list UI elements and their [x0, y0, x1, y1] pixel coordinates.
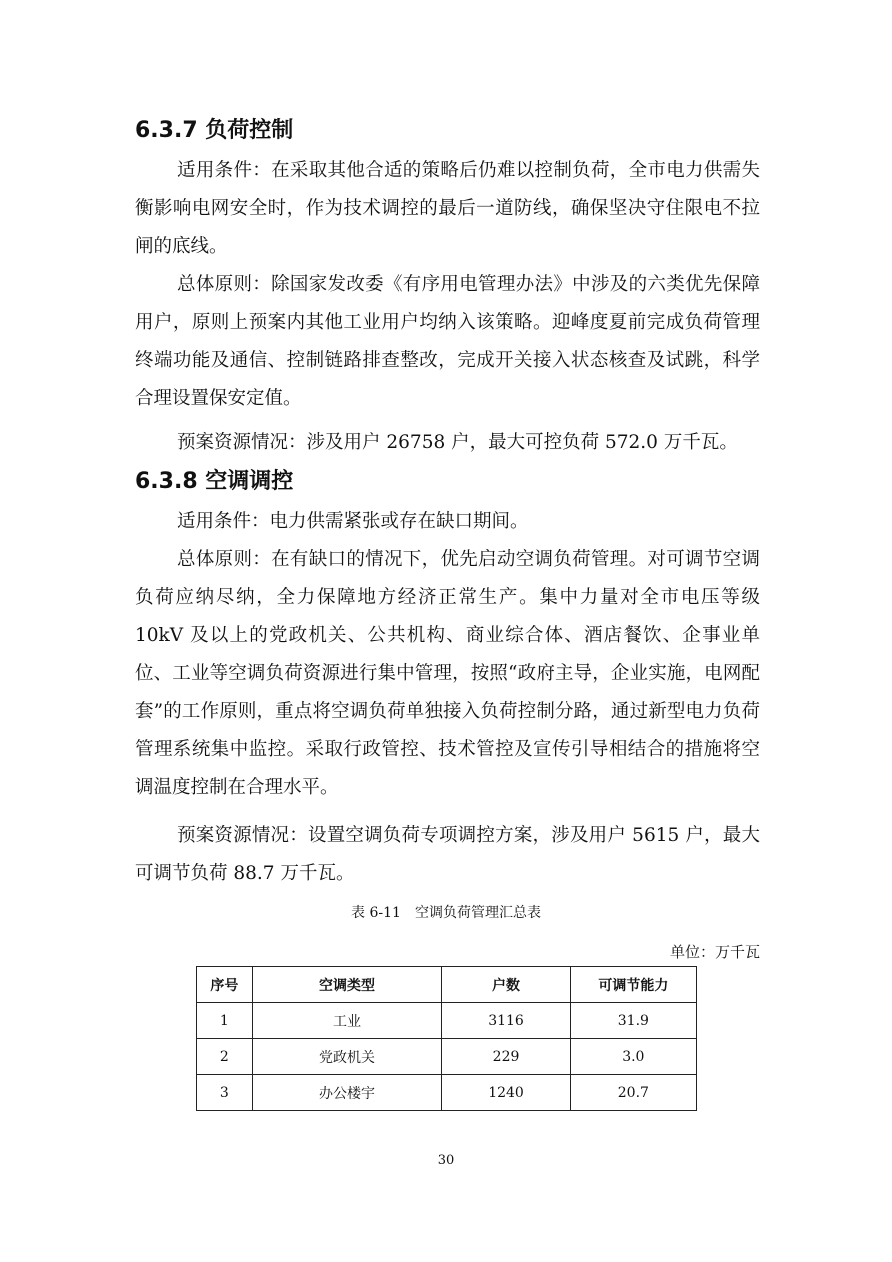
page-number: 30 [437, 1153, 455, 1168]
table-cell: 党政机关 [252, 1039, 442, 1075]
table-cell: 229 [442, 1039, 570, 1075]
table-cell: 1240 [442, 1075, 570, 1111]
ac-load-summary-table [196, 966, 697, 1111]
paragraph-ac-applicable-conditions: 适用条件：电力供需紧张或存在缺口期间。 [177, 511, 529, 532]
section-heading-6-3-8: 6.3.8 空调调控 [135, 469, 294, 494]
table-cell: 31.9 [570, 1003, 696, 1039]
paragraph-applicable-conditions: 适用条件：在采取其他合适的策略后仍难以控制负荷，全市电力供需失衡影响电网安全时，作为技术调控的最后一道防线，确保坚决守住限电不拉闸的底线。 [135, 160, 760, 257]
table-cell: 3 [197, 1075, 253, 1111]
table-cell: 办公楼宇 [252, 1075, 442, 1111]
table-row [197, 1039, 697, 1075]
table-cell: 20.7 [570, 1075, 696, 1111]
table-caption: 表 6-11 空调负荷管理汇总表 [351, 905, 541, 921]
table-header-row [197, 967, 697, 1003]
column-header-household-count: 户数 [442, 967, 570, 1003]
table-cell: 3116 [442, 1003, 570, 1039]
table-unit-label: 单位：万千瓦 [669, 943, 760, 961]
column-header-ac-type: 空调类型 [252, 967, 442, 1003]
section-heading-6-3-7: 6.3.7 负荷控制 [135, 118, 294, 143]
paragraph-ac-general-principles: 总体原则：在有缺口的情况下，优先启动空调负荷管理。对可调节空调负荷应纳尽纳，全力保障地方经济正常生产。集中力量对全市电压等级 10kV 及以上的党政机关、公共机构、商业综合体、酒店餐饮、企事业单位、工业等空调负荷资源进行集中管理，按照“政府主导，企业实施，电网配套”的工作原则，重点将空调负荷单独接入负荷控制分路，通过新型电力负荷管理系统集中监控。采取行政管控、技术管控及宣传引导相结合的措施将空调温度控制在合理水平。 [135, 549, 760, 798]
paragraph-plan-resources: 预案资源情况：涉及用户 26758 户，最大可控负荷 572.0 万千瓦。 [177, 432, 738, 453]
paragraph-general-principles: 总体原则：除国家发改委《有序用电管理办法》中涉及的六类优先保障用户，原则上预案内其他工业用户均纳入该策略。迎峰度夏前完成负荷管理终端功能及通信、控制链路排查整改，完成开关接入状态核查及试跳，科学合理设置保安定值。 [135, 274, 760, 409]
table-cell: 1 [197, 1003, 253, 1039]
paragraph-ac-plan-resources: 预案资源情况：设置空调负荷专项调控方案，涉及用户 5615 户，最大可调节负荷 88.7 万千瓦。 [135, 825, 760, 884]
table-cell: 2 [197, 1039, 253, 1075]
table-cell: 工业 [252, 1003, 442, 1039]
table-cell: 3.0 [570, 1039, 696, 1075]
table-row [197, 1003, 697, 1039]
column-header-adjustable-capacity: 可调节能力 [570, 967, 696, 1003]
column-header-index: 序号 [197, 967, 253, 1003]
table-row [197, 1075, 697, 1111]
